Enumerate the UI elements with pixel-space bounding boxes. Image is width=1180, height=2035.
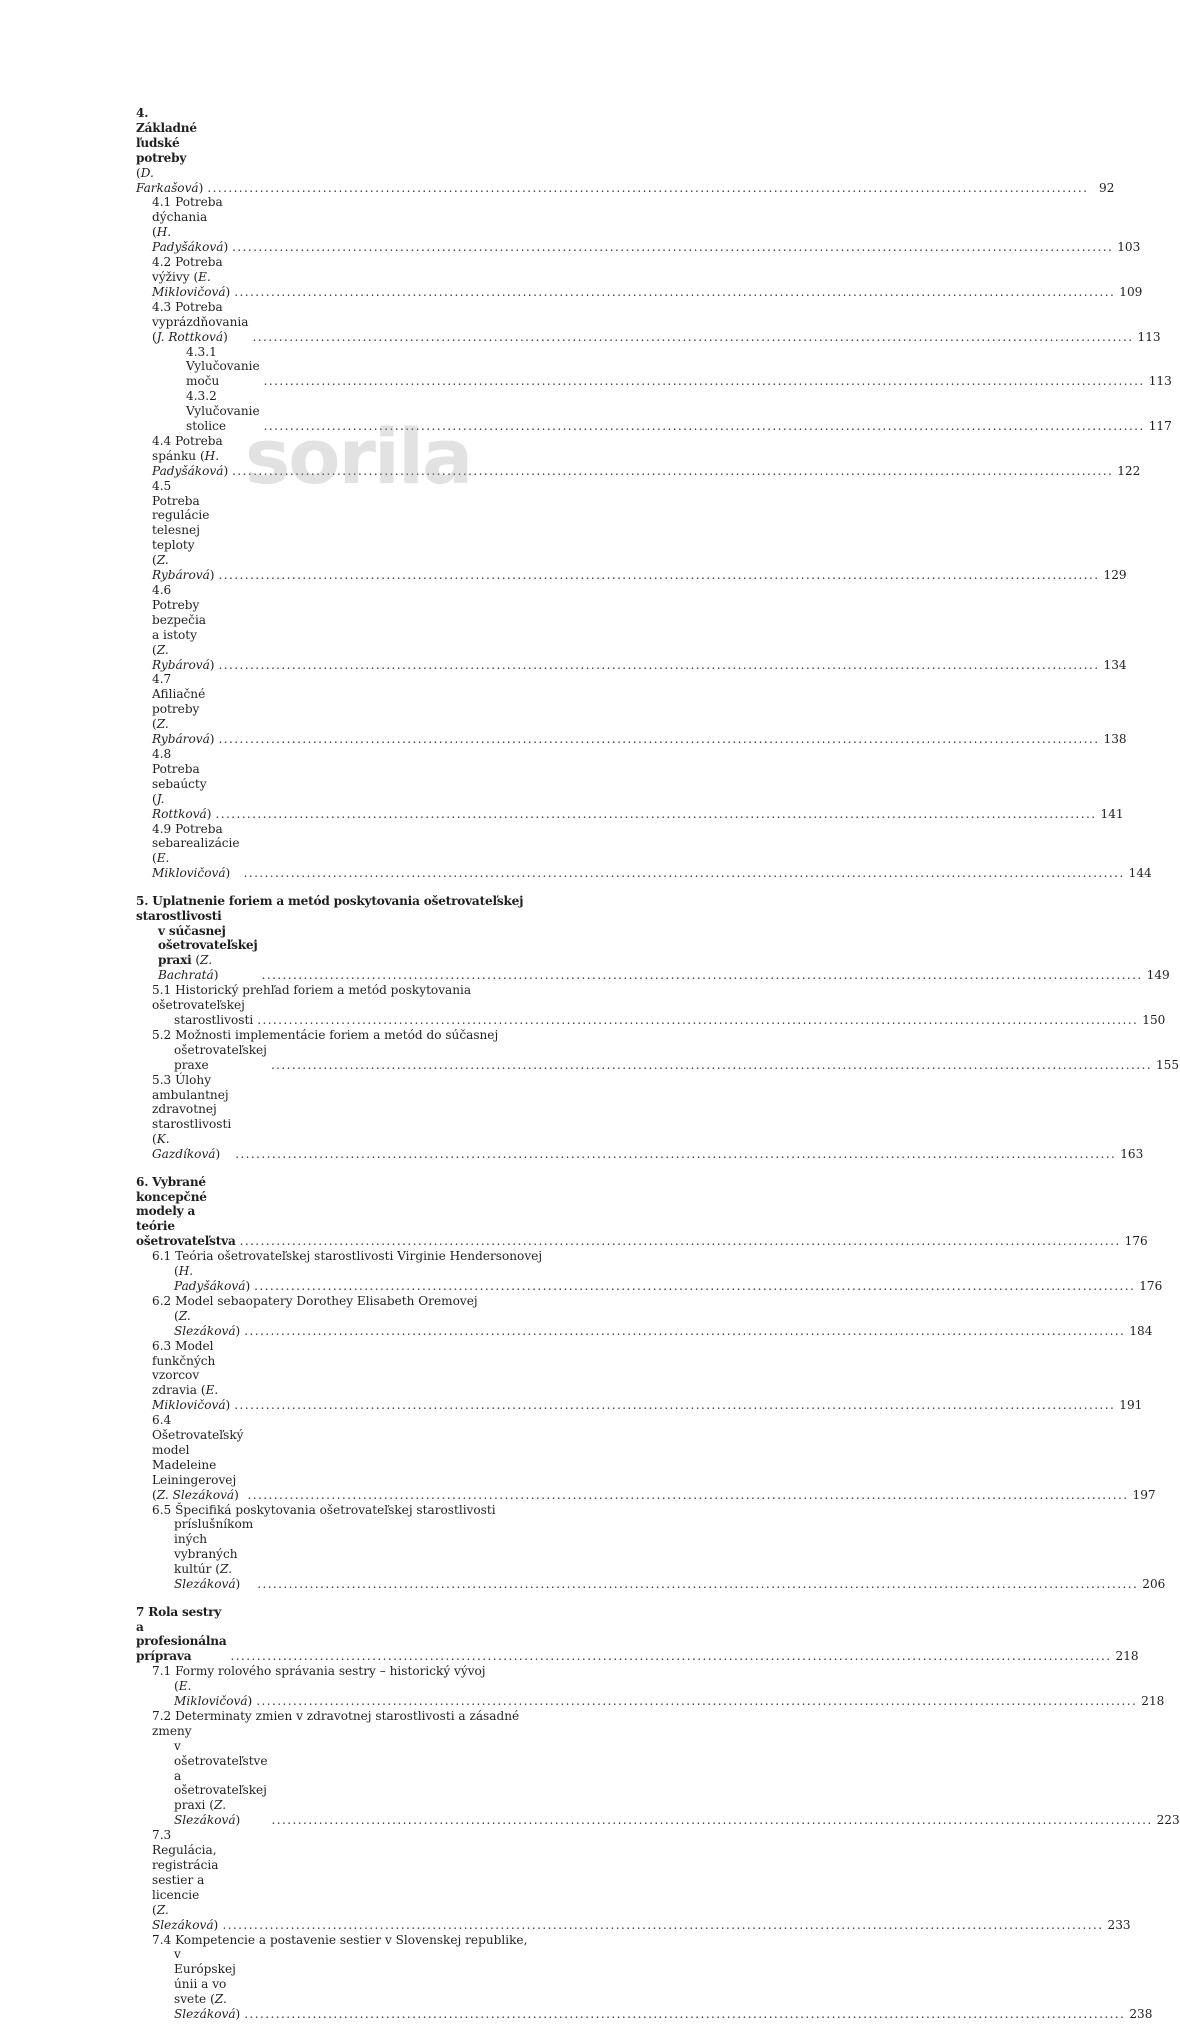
toc-entry-author: E. Miklovičová — [152, 269, 226, 299]
toc-entry-text — [152, 1249, 562, 1264]
toc-entry[interactable] — [136, 1709, 562, 1739]
toc-entry-title: 5.3 Úlohy ambulantnej zdravotnej starostlivosti — [152, 1072, 232, 1132]
toc-page-number: 223 — [1156, 1813, 1180, 1828]
toc-entry[interactable] — [136, 1604, 1139, 1665]
toc-page-number: 218 — [1115, 1649, 1139, 1664]
toc-entry[interactable] — [136, 255, 1143, 300]
toc-entry-text — [152, 1709, 562, 1739]
toc-entry-title: 4.1 Potreba dýchania — [152, 195, 223, 225]
dot-leader — [248, 1488, 1129, 1503]
toc-entry-text: 6.3 Model funkčných vzorcov zdravia (E. Miklovičová) — [152, 1338, 231, 1413]
toc-entry-text — [152, 983, 562, 1013]
toc-entry-text: 4.9 Potreba sebarealizácie (E. Miklovičová) — [152, 821, 240, 881]
toc-page-number: 163 — [1120, 1147, 1144, 1162]
dot-leader — [264, 374, 1145, 389]
toc-entry[interactable] — [136, 1174, 1148, 1250]
toc-section — [136, 1604, 1180, 2022]
toc-entry-text — [136, 894, 562, 924]
toc-entry[interactable] — [136, 1294, 562, 1309]
toc-entry-author: D. Farkašová — [136, 165, 199, 195]
toc-entry-text: (H. Padyšáková) — [174, 1264, 251, 1293]
toc-entry-title: 4.6 Potreby bezpečia a istoty — [152, 583, 207, 642]
toc-section — [136, 893, 1180, 1162]
dot-leader — [219, 732, 1100, 747]
toc-page-number: 144 — [1128, 866, 1152, 881]
toc-page-number: 197 — [1132, 1487, 1156, 1502]
toc-entry-text — [152, 1028, 562, 1043]
toc-entry-author: E. Miklovičová — [174, 1679, 248, 1709]
toc-entry[interactable] — [136, 1947, 1153, 2022]
dot-leader — [256, 1694, 1137, 1709]
toc-entry-title: 7.4 Kompetencie a postavenie sestier v Slovenskej republike, — [152, 1932, 528, 1947]
toc-entry[interactable] — [136, 1828, 1131, 1932]
toc-entry-author: H. Padyšáková — [152, 225, 224, 255]
toc-entry[interactable] — [136, 1413, 1156, 1502]
toc-entry[interactable] — [136, 1338, 1143, 1414]
toc-entry-title: 4. Základné ľudské potreby — [136, 106, 197, 165]
toc-entry[interactable] — [136, 1042, 1180, 1073]
toc-entry-author: Z. Rybárová — [152, 642, 210, 672]
toc-entry[interactable] — [136, 1664, 562, 1679]
toc-entry[interactable] — [136, 1264, 1163, 1294]
toc-entry-title: 5. Uplatnenie foriem a metód poskytovania ošetrovateľskej starostlivosti — [136, 893, 524, 923]
toc-entry-title: 4.8 Potreba sebaúcty — [152, 746, 207, 791]
toc-entry-author: E. Miklovičová — [152, 851, 226, 881]
toc-entry-text: 5.3 Úlohy ambulantnej zdravotnej starostlivosti (K. Gazdíková) — [152, 1072, 232, 1162]
toc-entry-author: J. Rottková — [156, 329, 224, 344]
toc-entry-text: (Z. Slezáková) — [174, 1308, 241, 1338]
toc-entry[interactable] — [136, 983, 562, 1013]
toc-entry-text: 4.1 Potreba dýchania (H. Padyšáková) — [152, 195, 229, 255]
dot-leader — [244, 2007, 1125, 2022]
toc-page-number: 155 — [1155, 1057, 1180, 1072]
dot-leader — [257, 1013, 1138, 1028]
toc-entry-title: 4.4 Potreba spánku — [152, 433, 223, 463]
toc-entry-author: H. Padyšáková — [174, 1264, 246, 1293]
toc-entry[interactable] — [136, 1012, 1166, 1028]
table-of-contents — [136, 106, 1180, 2035]
toc-entry-text: 4.8 Potreba sebaúcty (J. Rottková) — [152, 746, 212, 821]
dot-leader — [257, 1577, 1138, 1592]
toc-entry[interactable] — [136, 1072, 1144, 1162]
toc-entry-title: 4.7 Afiliačné potreby — [152, 672, 206, 717]
toc-entry-text — [152, 1503, 562, 1518]
toc-entry-text: 4.4 Potreba spánku (H. Padyšáková) — [152, 433, 229, 478]
toc-entry-title: starostlivosti — [174, 1012, 254, 1027]
dot-leader — [232, 240, 1113, 255]
toc-entry-author: Z. Slezáková — [174, 1562, 236, 1592]
toc-entry-text: 4.2 Potreba výživy (E. Miklovičová) — [152, 255, 231, 299]
toc-entry-title: v ošetrovateľstve a ošetrovateľskej praxi — [174, 1738, 268, 1813]
toc-entry-author: H. Padyšáková — [152, 448, 224, 478]
toc-entry-title: 7.2 Determinaty zmien v zdravotnej starostlivosti a zásadné zmeny — [152, 1708, 520, 1738]
toc-entry-text: 4. Základné ľudské potreby (D. Farkašová) — [136, 106, 204, 195]
toc-entry[interactable] — [136, 1517, 1166, 1592]
toc-entry-text — [152, 1664, 562, 1679]
toc-entry-text — [186, 345, 260, 390]
toc-page-number: 109 — [1119, 284, 1143, 299]
toc-entry-author: Z. Slezáková — [156, 1487, 235, 1502]
toc-entry-title: 6.5 Špecifiká poskytovania ošetrovateľskej starostlivosti — [152, 1502, 496, 1517]
toc-entry-title: v súčasnej ošetrovateľskej praxi — [158, 923, 258, 968]
toc-entry-title: 4.9 Potreba sebarealizácie — [152, 821, 240, 851]
dot-leader — [240, 1234, 1121, 1249]
toc-entry-author: Z. Slezáková — [174, 1992, 236, 2022]
toc-entry[interactable] — [136, 389, 1172, 434]
toc-entry-author: Z. Rybárová — [152, 553, 210, 583]
toc-entry-title: 6.2 Model sebaopatery Dorothey Elisabeth Oremovej — [152, 1293, 478, 1308]
toc-entry-title: 4.3.1 Vylučovanie moču — [186, 344, 260, 389]
dot-leader — [222, 1918, 1103, 1933]
toc-entry[interactable] — [136, 672, 1127, 747]
dot-leader — [232, 464, 1113, 479]
dot-leader — [219, 568, 1100, 583]
toc-entry-title: 4.3 Potreba vyprázdňovania — [152, 299, 249, 329]
toc-entry-author: Z. Slezáková — [174, 1798, 236, 1828]
toc-page-number: 138 — [1103, 732, 1127, 747]
toc-page-number: 113 — [1137, 329, 1161, 344]
dot-leader — [231, 1649, 1112, 1664]
toc-entry-title: ošetrovateľskej praxe — [174, 1042, 267, 1072]
toc-entry-title: 7 Rola sestry a profesionálna príprava — [136, 1604, 227, 1664]
dot-leader — [234, 1398, 1115, 1413]
toc-page-number: 141 — [1100, 806, 1124, 821]
toc-entry[interactable] — [136, 923, 1170, 984]
toc-entry-text — [152, 1294, 562, 1309]
dot-leader — [271, 1058, 1152, 1073]
toc-entry-text: 4.5 Potreba regulácie telesnej teploty (Z. Rybárová) — [152, 478, 215, 583]
toc-entry[interactable] — [136, 106, 1115, 195]
toc-entry-text: 4.6 Potreby bezpečia a istoty (Z. Rybárová) — [152, 583, 215, 672]
toc-entry[interactable] — [136, 894, 562, 924]
toc-entry-text: 6.4 Ošetrovateľský model Madeleine Leiningerovej (Z. Slezáková) — [152, 1413, 244, 1502]
toc-entry[interactable] — [136, 1738, 1180, 1828]
toc-entry-title: 4.3.2 Vylučovanie stolice — [186, 389, 260, 434]
toc-entry-text — [152, 1043, 267, 1073]
toc-entry[interactable] — [136, 583, 1127, 672]
dot-leader — [244, 1324, 1125, 1339]
toc-entry-author: Z. Bachratá — [158, 953, 214, 983]
toc-entry[interactable] — [136, 821, 1152, 882]
toc-entry[interactable] — [136, 195, 1141, 255]
toc-entry[interactable] — [136, 1933, 562, 1948]
toc-entry-text: 4.3 Potreba vyprázdňovania (J. Rottková) — [152, 299, 249, 344]
toc-entry[interactable] — [136, 746, 1124, 822]
dot-leader — [272, 1813, 1153, 1828]
toc-entry-title: v Európskej únii a vo svete — [174, 1947, 236, 2007]
toc-page-number: 113 — [1148, 374, 1172, 389]
toc-entry-title: 5.1 Historický prehľad foriem a metód poskytovania ošetrovateľskej — [152, 983, 472, 1013]
toc-entry[interactable] — [136, 478, 1127, 583]
toc-entry-text: (E. Miklovičová) — [174, 1679, 253, 1709]
toc-page-number: 150 — [1142, 1012, 1166, 1027]
toc-page-number: 238 — [1129, 2007, 1153, 2022]
toc-entry-author: K. Gazdíková — [152, 1132, 216, 1162]
toc-entry-text — [136, 1605, 227, 1665]
toc-page-number: 218 — [1141, 1694, 1165, 1709]
toc-entry[interactable] — [136, 1249, 562, 1264]
toc-entry-title: 4.2 Potreba výživy — [152, 255, 223, 284]
toc-entry[interactable] — [136, 299, 1161, 345]
toc-entry-author: Z. Slezáková — [174, 1308, 236, 1338]
toc-page-number: 117 — [1148, 419, 1172, 434]
toc-page-number: 122 — [1117, 463, 1141, 478]
toc-entry-text: 4.7 Afiliačné potreby (Z. Rybárová) — [152, 672, 215, 747]
toc-entry-title: 6.3 Model funkčných vzorcov zdravia — [152, 1338, 216, 1398]
toc-entry-title: 6.4 Ošetrovateľský model Madeleine Leiningerovej — [152, 1413, 244, 1487]
toc-entry-text: 7.3 Regulácia, registrácia sestier a licencie (Z. Slezáková) — [152, 1828, 219, 1932]
watermark: sorila — [245, 412, 472, 501]
toc-entry-text: v ošetrovateľstve a ošetrovateľskej praxi (Z. Slezáková) — [174, 1738, 268, 1828]
toc-page-number: 176 — [1139, 1278, 1163, 1293]
dot-leader — [244, 866, 1125, 881]
toc-page-number: 191 — [1119, 1398, 1143, 1413]
toc-page-number: 176 — [1124, 1234, 1148, 1249]
toc-section — [136, 1174, 1166, 1592]
toc-entry-title: 7.1 Formy rolového správania sestry – historický vývoj — [152, 1664, 486, 1679]
toc-entry-text: príslušníkom iných vybraných kultúr (Z. Slezáková) — [174, 1517, 254, 1592]
toc-page-number: 184 — [1129, 1323, 1153, 1338]
toc-entry-text — [136, 1175, 236, 1250]
dot-leader — [254, 1279, 1135, 1294]
toc-entry-author: Z. Rybárová — [152, 717, 210, 747]
dot-leader — [234, 285, 1115, 300]
toc-entry[interactable] — [136, 1503, 562, 1518]
toc-page-number: 103 — [1117, 240, 1141, 255]
toc-entry-title: 6.1 Teória ošetrovateľskej starostlivosti Virginie Hendersonovej — [152, 1249, 543, 1264]
toc-entry-text — [152, 1933, 562, 1948]
dot-leader — [215, 807, 1096, 822]
toc-entry-author: Z. Slezáková — [152, 1902, 214, 1932]
toc-page-number: 149 — [1146, 968, 1170, 983]
toc-entry[interactable] — [136, 1679, 1165, 1709]
toc-entry[interactable] — [136, 433, 1141, 479]
toc-entry-author: J. Rottková — [152, 791, 207, 821]
toc-entry-title: 5.2 Možnosti implementácie foriem a metód do súčasnej — [152, 1027, 499, 1042]
dot-leader — [207, 181, 1088, 196]
toc-page-number: 129 — [1103, 568, 1127, 583]
toc-entry[interactable] — [136, 1308, 1153, 1339]
toc-section — [136, 106, 1172, 881]
toc-entry-text: v súčasnej ošetrovateľskej praxi (Z. Bachratá) — [158, 923, 258, 983]
toc-page-number: 134 — [1103, 657, 1127, 672]
dot-leader — [252, 330, 1133, 345]
toc-page-number: 92 — [1099, 180, 1115, 195]
dot-leader — [262, 968, 1143, 983]
toc-entry-title: príslušníkom iných vybraných kultúr — [174, 1517, 254, 1577]
toc-entry-title: 7.3 Regulácia, registrácia sestier a licencie — [152, 1828, 219, 1902]
toc-entry-author: E. Miklovičová — [152, 1383, 226, 1413]
toc-entry[interactable] — [136, 344, 1172, 390]
toc-entry-text — [152, 1013, 253, 1028]
dot-leader — [264, 419, 1145, 434]
toc-entry[interactable] — [136, 1028, 562, 1043]
dot-leader — [219, 658, 1100, 673]
toc-entry-title: 4.5 Potreba regulácie telesnej teploty — [152, 478, 210, 553]
toc-page-number: 206 — [1142, 1577, 1166, 1592]
dot-leader — [235, 1147, 1116, 1162]
toc-entry-text — [186, 389, 260, 434]
toc-page-number: 233 — [1107, 1917, 1131, 1932]
toc-entry-title: 6. Vybrané koncepčné modely a teórie ošetrovateľstva — [136, 1174, 236, 1249]
toc-entry-text: v Európskej únii a vo svete (Z. Slezáková) — [174, 1947, 241, 2022]
